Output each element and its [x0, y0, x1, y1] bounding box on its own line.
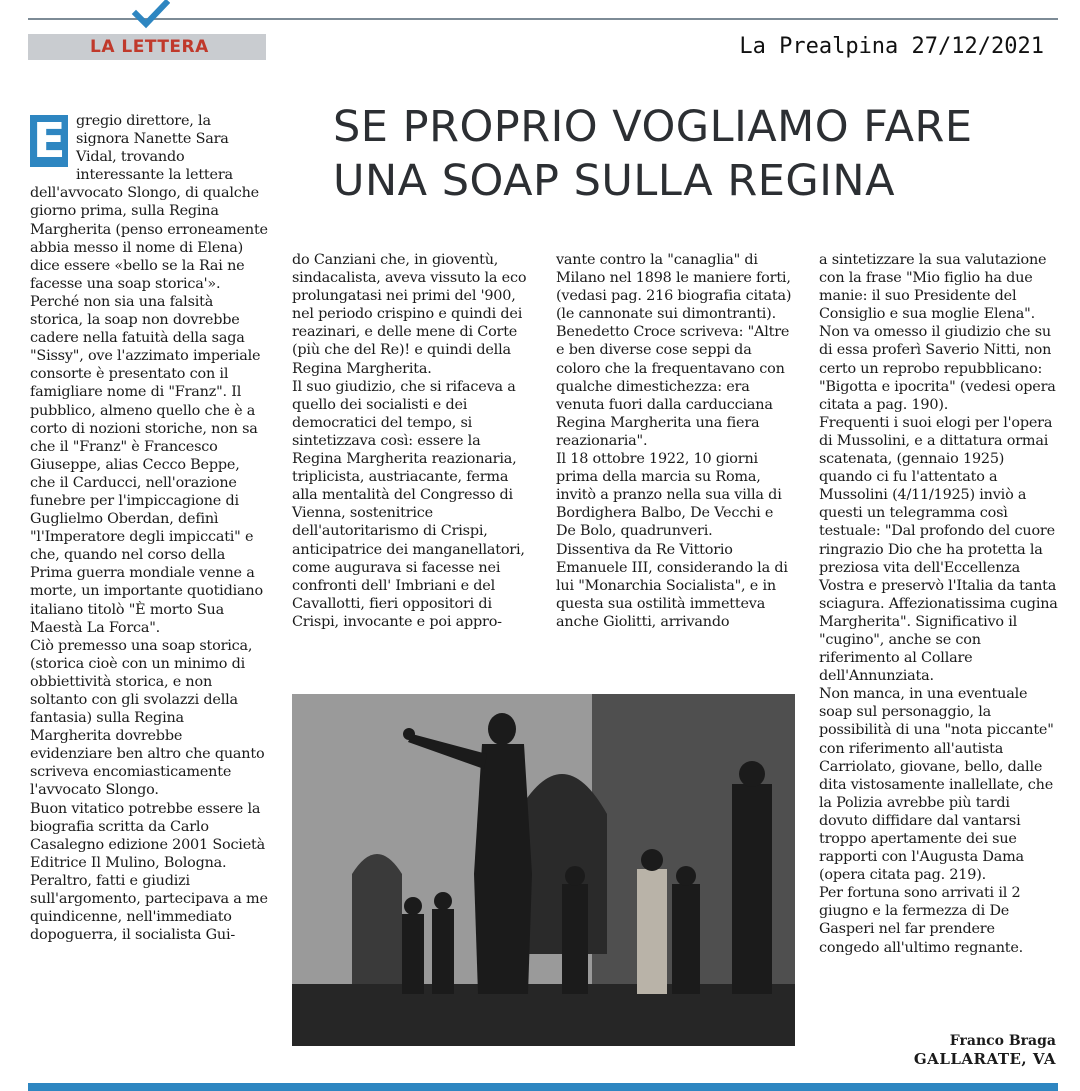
- paragraph: vante contro la "canaglia" di Milano nel 1898 le maniere forti, (vedasi pag. 216 biografia citata)(le cannonate sui dimontranti).: [556, 252, 792, 323]
- bottom-bar: [28, 1083, 1058, 1091]
- top-rule: [28, 18, 1058, 20]
- article-column-3: [556, 251, 796, 631]
- headline-line-2: UNA SOAP SULLA REGINA: [333, 156, 896, 206]
- article-column-4: [819, 251, 1059, 957]
- headline: [333, 100, 1053, 208]
- article-column-2: [292, 251, 532, 631]
- article-column-1: [30, 112, 268, 944]
- historical-photo: [292, 694, 795, 1046]
- paragraph: Ciò premesso una soap storica, (storica cioè con un minimo di obbiettività storica, e non soltanto con gli svolazzi della fantasia) sulla Regina Margherita dovrebbe evidenziare ben altro che quanto scriveva encomiasticamente l'avvocato Slongo.: [30, 637, 265, 799]
- paragraph: Peraltro, fatti e giudizi sull'argomento, partecipava a me quindicenne, nell'immediato dopoguerra, il socialista Gui-: [30, 872, 268, 944]
- paragraph: Benedetto Croce scriveva: "Altre e ben diverse cose seppi da coloro che la frequentavano con qualche dimestichezza: era venuta fuori dalla carducciana Regina Margherita una fiera reazionaria".: [556, 324, 790, 449]
- paragraph: a sintetizzare la sua valutazione con la frase "Mio figlio ha due manie: il suo Presidente del Consiglio e sua moglie Elena". Non va omesso il giudizio che su di essa proferì Saverio Nitti, non certo un reprobo repubblicano: "Bigotta e ipocrita" (vedesi opera citata a pag. 190).: [819, 252, 1056, 413]
- headline-line-1: SE PROPRIO VOGLIAMO FARE: [333, 102, 973, 152]
- signature-block: [914, 1032, 1056, 1068]
- paragraph: Buon vitatico potrebbe essere la biografia scritta da Carlo Casalegno edizione 2001 Società Editrice Il Mulino, Bologna.: [30, 800, 265, 871]
- author-name: Franco Braga: [949, 1033, 1056, 1049]
- paragraph: Perché non sia una falsità storica, la soap non dovrebbe cadere nella fatuità della saga "Sissy", ove l'azzimato imperiale consorte è presentato con il famigliare nome di "Franz". Il pubblico, almeno quello che è a corto di nozioni storiche, non sa che il "Franz" è Francesco Giuseppe, alias Cecco Beppe, che il Carducci, nell'orazione funebre per l'impiccagione di Guglielmo Oberdan, definì "l'Imperatore degli impiccati" e che, quando nel corso della Prima guerra mondiale venne a morte, un importante quotidiano italiano titolò "È morto Sua Maestà La Forca".: [30, 293, 263, 636]
- drop-cap: E: [30, 115, 68, 167]
- paragraph: Il suo giudizio, che si rifaceva a quello dei socialisti e dei democratici del tempo, si sintetizzava così: essere la Regina Margherita reazionaria, triplicista, austriacante, ferma alla mentalità del Congresso di Vienna, sostenitrice dell'autoritarismo di Crispi, anticipatrice dei manganellatori, come augurava si facesse nei confronti dell' Imbriani e del Cavallotti, fieri oppositori di Crispi, invocante e poi appro-: [292, 378, 525, 630]
- checkmark-icon: [130, 0, 170, 32]
- source-caption: La Prealpina 27/12/2021: [739, 34, 1044, 59]
- paragraph: Dissentiva da Re Vittorio Emanuele III, considerando la di lui "Monarchia Socialista", e in questa sua ostilità immetteva anche Giolitti, arrivando: [556, 541, 788, 630]
- photo-illustration: [292, 694, 795, 1046]
- paragraph: Frequenti i suoi elogi per l'opera di Mussolini, e a dittatura ormai scatenata, (gennaio 1925) quando ci fu l'attentato a Mussolini (4/11/1925) inviò a questi un telegramma così testuale: "Dal profondo del cuore ringrazio Dio che ha protetta la preziosa vita dell'Eccellenza Vostra e preservò l'Italia da tanta sciagura. Affezionatissima cugina Margherita". Significativo il "cugino", anche se con riferimento al Collare dell'Annunziata.: [819, 414, 1058, 685]
- paragraph: gregio direttore, la signora Nanette Sara Vidal, trovando interessante la lettera dell'avvocato Slongo, di qualche giorno prima, sulla Regina Margherita (penso erroneamente abbia messo il nome di Elena) dice essere «bello se la Rai ne facesse una soap storica'».: [30, 113, 268, 292]
- paragraph: do Canziani che, in gioventù, sindacalista, aveva vissuto la eco prolungatasi nei primi del '900, nel periodo crispino e quindi dei reazinari, e delle mene di Corte (più che del Re)! e quindi della Regina Margherita.: [292, 252, 527, 377]
- author-place: GALLARATE, VA: [913, 1050, 1056, 1068]
- paragraph: Il 18 ottobre 1922, 10 giorni prima della marcia su Roma, invitò a pranzo nella sua villa di Bordighera Balbo, De Vecchi e De Bolo, quadrunveri.: [556, 451, 782, 540]
- paragraph: Per fortuna sono arrivati il 2 giugno e la fermezza di De Gasperi nel far prendere congedo all'ultimo regnante.: [819, 885, 1024, 956]
- paragraph: Non manca, in una eventuale soap sul personaggio, la possibilità di una "nota piccante" con riferimento all'autista Carriolato, giovane, bello, dalle dita vistosamente inallellate, che la Polizia avrebbe più tardi dovuto diffidare dal vantarsi troppo apertamente dei sue rapporti con l'Augusta Dama (opera citata pag. 219).: [819, 686, 1054, 884]
- section-label: LA LETTERA: [28, 34, 266, 60]
